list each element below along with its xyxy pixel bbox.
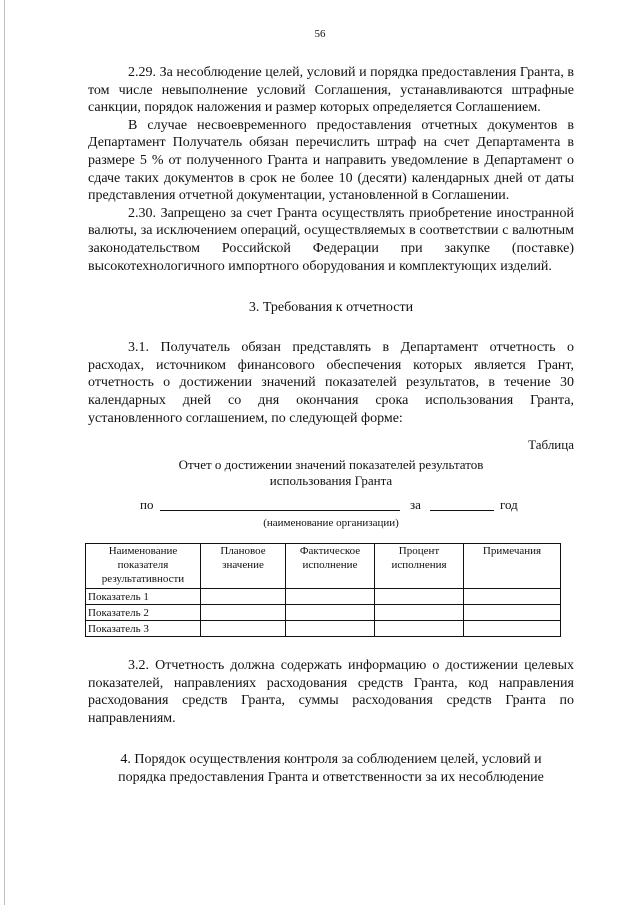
table-cell <box>201 589 286 605</box>
section-4-heading-line-2: порядка предоставления Гранта и ответственности за их несоблюдение <box>118 770 544 786</box>
for-prefix: по <box>140 497 154 513</box>
scan-edge-line <box>4 0 5 905</box>
table-cell <box>375 621 464 637</box>
paragraph-2-29: 2.29. За несоблюдение целей, условий и порядка предоставления Гранта, в том числе невыполнение условий Соглашения, устанавливаются штрафные санкции, порядок наложения и размер которых определяется Соглашением. <box>88 65 574 116</box>
header-indicator-name: Наименование показателя результативности <box>86 544 201 589</box>
table-label: Таблица <box>528 437 574 453</box>
table-header-row <box>86 544 561 589</box>
table-cell <box>464 605 561 621</box>
spacer <box>88 637 574 657</box>
section-4-heading <box>88 751 574 787</box>
section-4-heading-line-1: 4. Порядок осуществления контроля за соблюдением целей, условий и <box>120 752 542 768</box>
for-middle: за <box>410 497 421 513</box>
table-row <box>86 589 561 605</box>
table-cell <box>286 621 375 637</box>
header-planned-value: Плановое значение <box>201 544 286 589</box>
table-cell <box>464 621 561 637</box>
table-cell-indicator: Показатель 3 <box>86 621 201 637</box>
paragraph-penalty: В случае несвоевременного предоставления отчетных документов в Департамент Получатель обязан перечислить штраф на счет Департамента в размере 5 % от полученного Гранта и направить уведомление в Департамент о сдаче таких документов в срок не более 10 (десяти) календарных дней от даты представления отчетной документации, установленной в Соглашении. <box>88 117 574 204</box>
paragraph-3-2: 3.2. Отчетность должна содержать информацию о достижении целевых показателей, направлениях расходования средств Гранта, код направления расходования средств Гранта, суммы расходования средств Гранта по направлениям. <box>88 658 574 726</box>
table-cell <box>375 605 464 621</box>
table-cell-indicator: Показатель 2 <box>86 605 201 621</box>
paragraph-3-1: 3.1. Получатель обязан представлять в Департамент отчетность о расходах, источником финансового обеспечения которых является Грант, отчетность о достижении значений показателей результатов, в течение 30 календарных дней со дня окончания срока использования Гранта, установленного соглашением, по следующей форме: <box>88 340 574 426</box>
report-period-line <box>88 495 574 515</box>
organization-note: (наименование организации) <box>263 517 399 530</box>
indicator-table <box>85 543 561 637</box>
table-cell <box>375 589 464 605</box>
table-cell <box>464 589 561 605</box>
report-title-line-1: Отчет о достижении значений показателей результатов <box>178 457 484 473</box>
table-cell <box>286 605 375 621</box>
table-cell-indicator: Показатель 1 <box>86 589 201 605</box>
header-actual-value: Фактическое исполнение <box>286 544 375 589</box>
table-cell <box>286 589 375 605</box>
document-body <box>88 64 574 787</box>
paragraph-2-30: 2.30. Запрещено за счет Гранта осуществлять приобретение иностранной валюты, за исключением операций, осуществляемых в соответствии с валютным законодательством Российской Федерации при закупке (поставке) высокотехнологичного импортного оборудования и комплектующих изделий. <box>88 205 574 274</box>
page-number: 56 <box>314 28 326 40</box>
for-suffix: год <box>500 497 518 513</box>
year-underline <box>430 510 494 511</box>
table-row <box>86 621 561 637</box>
organization-underline <box>160 510 400 511</box>
section-3-heading: 3. Требования к отчетности <box>248 300 414 316</box>
report-title-line-2: использования Гранта <box>269 473 393 489</box>
table-row <box>86 605 561 621</box>
table-cell <box>201 621 286 637</box>
header-percent: Процент исполнения <box>375 544 464 589</box>
header-notes: Примечания <box>464 544 561 589</box>
table-cell <box>201 605 286 621</box>
report-title <box>88 457 574 489</box>
